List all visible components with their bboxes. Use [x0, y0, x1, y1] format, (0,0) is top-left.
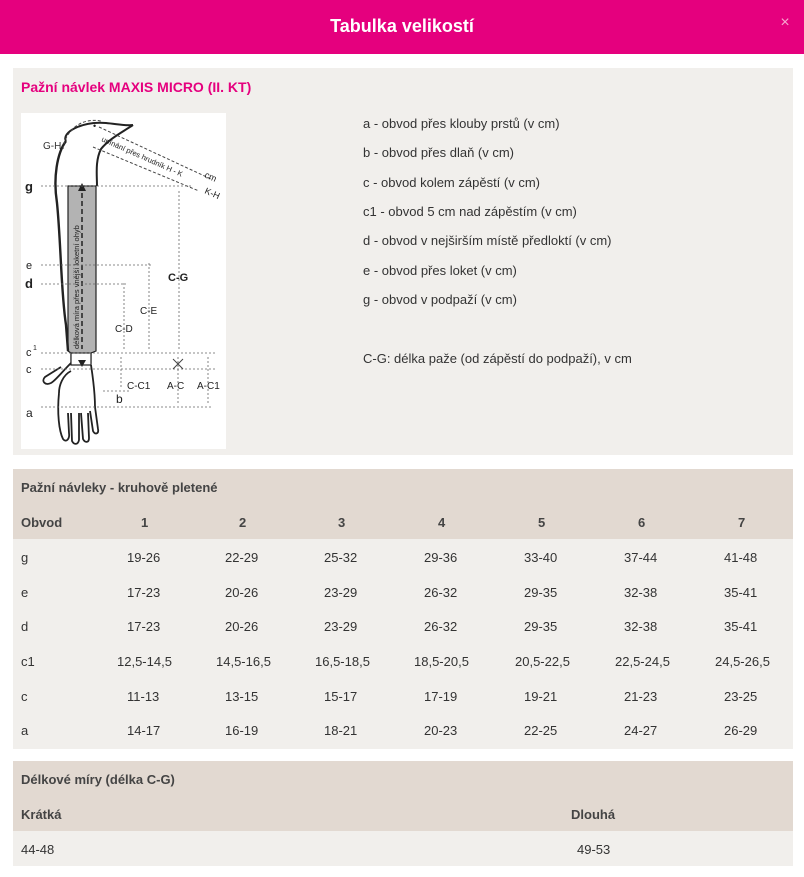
label-ac1: A-C1 [197, 381, 220, 392]
table-row [13, 609, 793, 644]
length-short-value: 44-48 [21, 842, 55, 857]
table-cell: 23-25 [724, 689, 758, 704]
header-cell-1: 1 [141, 515, 149, 530]
header-cell-6: 6 [638, 515, 646, 530]
row-label: a [21, 723, 29, 738]
length-long-value: 49-53 [577, 842, 611, 857]
label-b: b [116, 392, 123, 406]
table-cell: 25-32 [324, 550, 358, 565]
header-cell-obvod: Obvod [21, 515, 63, 530]
table-cell: 35-41 [724, 585, 758, 600]
header-cell-dlouha: Dlouhá [571, 807, 616, 822]
table-cell: 16-19 [225, 723, 259, 738]
legend-item-b: b - obvod přes dlaň (v cm) [363, 145, 515, 160]
modal-title: Tabulka velikostí [330, 16, 474, 36]
table-cell: 15-17 [324, 689, 358, 704]
table-cell: 21-23 [624, 689, 658, 704]
row-label: e [21, 585, 29, 600]
table-cell: 19-26 [127, 550, 161, 565]
legend-item-cg: C-G: délka paže (od zápěstí do podpaží), v cm [363, 351, 632, 366]
table-cell: 24-27 [624, 723, 658, 738]
table-cell: 23-29 [324, 619, 358, 634]
header-cell-3: 3 [338, 515, 346, 530]
arm-measurement-diagram [21, 113, 226, 449]
row-label: d [21, 619, 29, 634]
row-label: c1 [21, 654, 35, 669]
table-cell: 20,5-22,5 [515, 654, 570, 669]
label-e: e [26, 260, 33, 272]
table-cell: 32-38 [624, 585, 658, 600]
size-table-title: Pažní návleky - kruhově pletené [13, 469, 793, 505]
table-cell: 14-17 [127, 723, 161, 738]
table-cell: 18,5-20,5 [414, 654, 469, 669]
close-button[interactable] [776, 14, 794, 32]
table-row [13, 575, 793, 610]
legend-item-c: c - obvod kolem zápěstí (v cm) [363, 175, 540, 190]
table-cell: 17-19 [424, 689, 458, 704]
table-cell: 23-29 [324, 585, 358, 600]
label-cd: C-D [115, 324, 133, 335]
product-title: Pažní návlek MAXIS MICRO (II. KT) [21, 79, 252, 95]
header-cell-kratka: Krátká [21, 807, 62, 822]
length-table [13, 761, 793, 866]
table-cell: 20-23 [424, 723, 458, 738]
table-cell: 24,5-26,5 [715, 654, 770, 669]
table-row [13, 679, 793, 714]
label-ce: C-E [140, 306, 158, 317]
legend-item-g: g - obvod v podpaží (v cm) [363, 292, 517, 307]
table-cell: 35-41 [724, 619, 758, 634]
label-c1-sup: 1 [33, 345, 37, 352]
label-ac: A-C [167, 381, 185, 392]
table-cell: 29-36 [424, 550, 458, 565]
label-cc1: C-C1 [127, 381, 151, 392]
table-cell: 20-26 [225, 619, 259, 634]
table-cell: 17-23 [127, 585, 161, 600]
label-g: g [25, 179, 33, 194]
header-cell-2: 2 [239, 515, 247, 530]
length-table-header [13, 797, 793, 831]
table-cell: 32-38 [624, 619, 658, 634]
legend-item-c1: c1 - obvod 5 cm nad zápěstím (v cm) [363, 204, 577, 219]
size-table-header [13, 505, 793, 539]
table-cell: 17-23 [127, 619, 161, 634]
table-cell: 29-35 [524, 585, 558, 600]
row-label: c [21, 689, 28, 704]
table-cell: 22-29 [225, 550, 259, 565]
table-cell: 22-25 [524, 723, 558, 738]
table-cell: 33-40 [524, 550, 558, 565]
table-cell: 14,5-16,5 [216, 654, 271, 669]
table-row [13, 540, 793, 575]
header-cell-5: 5 [538, 515, 546, 530]
table-cell: 11-13 [127, 689, 160, 704]
label-c: c [26, 364, 32, 376]
label-d: d [25, 276, 33, 291]
label-a: a [26, 406, 33, 420]
table-cell: 19-21 [524, 689, 558, 704]
label-gh: G-H [43, 141, 62, 152]
legend-item-a: a - obvod přes klouby prstů (v cm) [363, 116, 560, 131]
product-card [13, 68, 793, 455]
label-dot: • [93, 121, 97, 131]
table-cell: 18-21 [324, 723, 358, 738]
label-c1: c [26, 347, 32, 359]
table-cell: 22,5-24,5 [615, 654, 670, 669]
header-cell-4: 4 [438, 515, 446, 530]
label-inner: délková míra přes vnější loketní ohyb [72, 225, 81, 349]
table-row [13, 644, 793, 679]
size-table [13, 469, 793, 749]
label-cm: cm [203, 169, 219, 184]
table-cell: 20-26 [225, 585, 259, 600]
table-cell: 13-15 [225, 689, 259, 704]
length-table-title: Délkové míry (délka C-G) [13, 761, 793, 797]
table-cell: 12,5-14,5 [117, 654, 172, 669]
close-icon: × [780, 14, 790, 31]
table-cell: 26-32 [424, 619, 458, 634]
modal-header [0, 0, 804, 54]
arm-diagram-svg [21, 113, 226, 449]
legend-item-d: d - obvod v nejširším místě předloktí (v cm) [363, 233, 612, 248]
table-row [13, 832, 793, 867]
table-row [13, 713, 793, 748]
header-cell-7: 7 [738, 515, 746, 530]
table-cell: 26-29 [724, 723, 758, 738]
table-cell: 41-48 [724, 550, 758, 565]
table-cell: 29-35 [524, 619, 558, 634]
table-cell: 16,5-18,5 [315, 654, 370, 669]
label-kh: K-H [203, 185, 222, 202]
table-cell: 37-44 [624, 550, 658, 565]
label-strap: upínání přes hrudník H - K [100, 134, 185, 179]
table-cell: 26-32 [424, 585, 458, 600]
label-cg: C-G [168, 272, 189, 284]
legend-item-e: e - obvod přes loket (v cm) [363, 263, 517, 278]
row-label: g [21, 550, 29, 565]
